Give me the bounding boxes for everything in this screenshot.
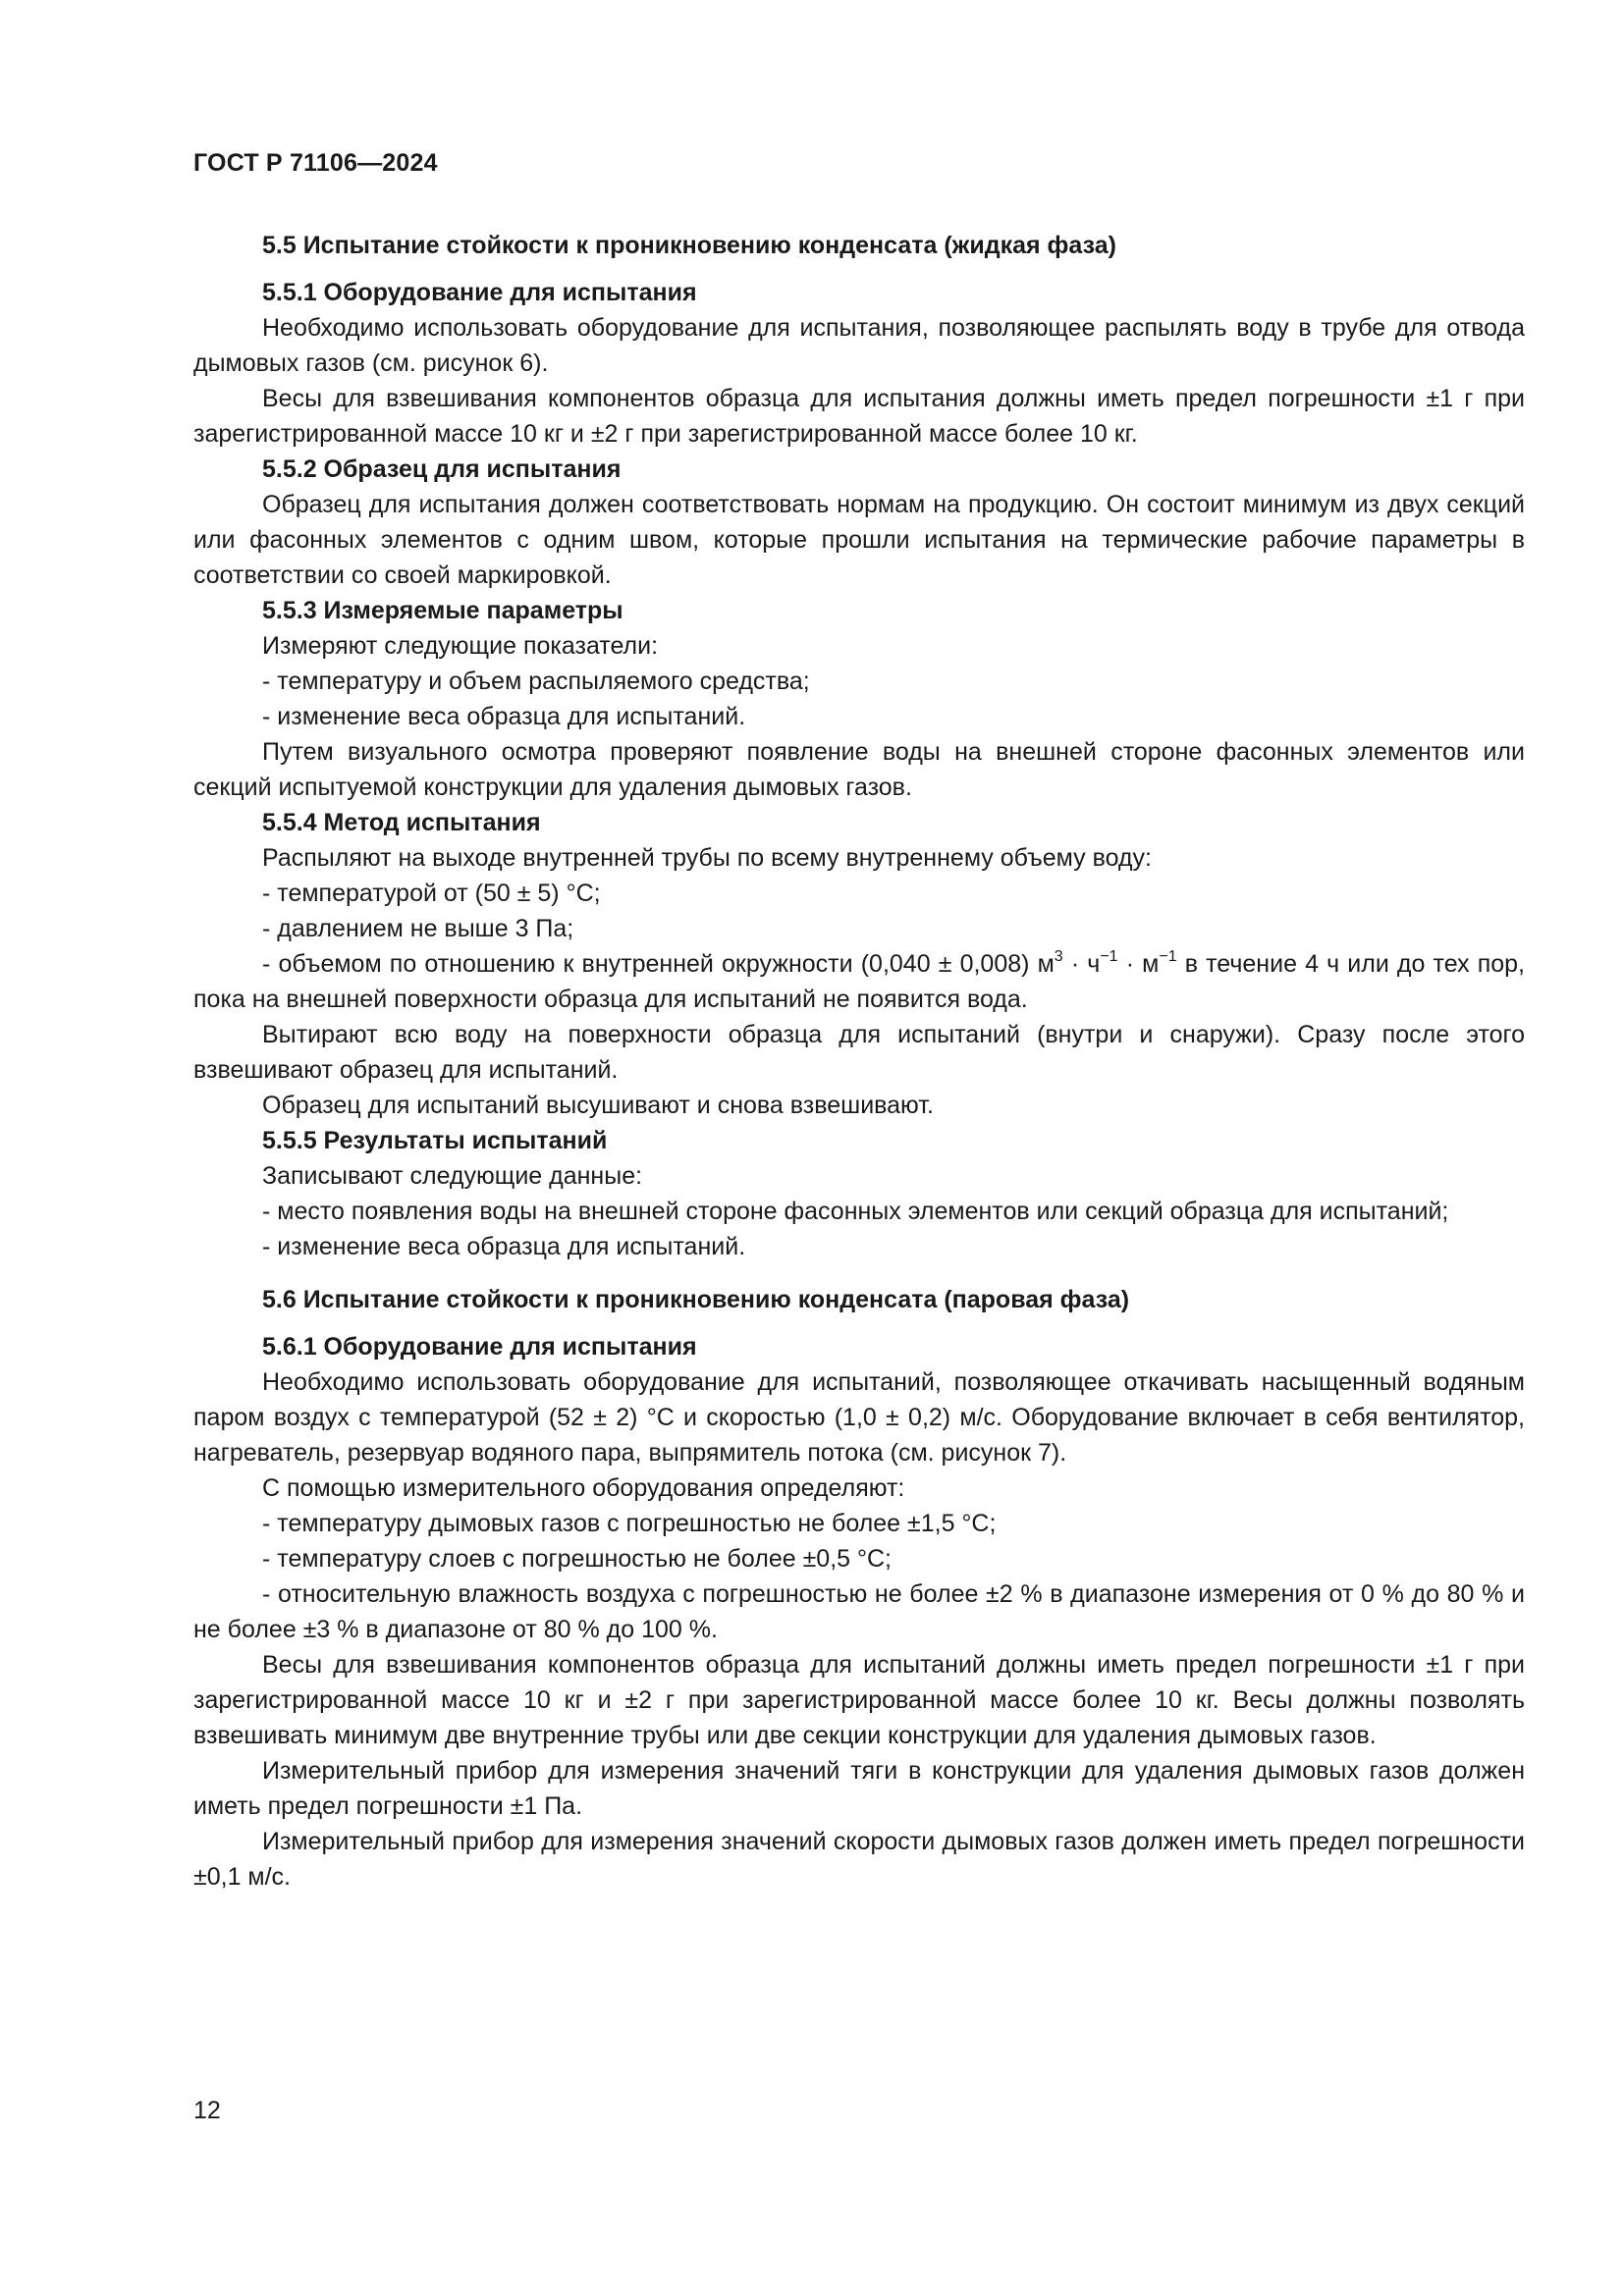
- superscript: 3: [1054, 947, 1063, 965]
- text-fragment: · ч: [1062, 950, 1101, 978]
- list-item: - температуру слоев с погрешностью не более ±0,5 °С;: [262, 1545, 892, 1573]
- section-5-5-5-title: 5.5.5 Результаты испытаний: [262, 1127, 608, 1154]
- section-5-5-title: 5.5 Испытание стойкости к проникновению конденсата (жидкая фаза): [262, 232, 1116, 259]
- section-5-5-4-title: 5.5.4 Метод испытания: [262, 809, 541, 836]
- section-5-6-title: 5.6 Испытание стойкости к проникновению конденсата (паровая фаза): [262, 1286, 1130, 1313]
- document-code-header: ГОСТ Р 71106—2024: [193, 149, 438, 177]
- paragraph: Измеряют следующие показатели:: [262, 632, 659, 660]
- paragraph: Образец для испытаний высушивают и снова взвешивают.: [262, 1092, 934, 1119]
- paragraph: Записывают следующие данные:: [262, 1162, 643, 1190]
- section-5-5-1-title: 5.5.1 Оборудование для испытания: [262, 279, 697, 306]
- paragraph: Необходимо использовать оборудование для испытания, позволяющее распылять воду в трубе для отвода дымовых газов (см. рисунок 6).: [193, 314, 1525, 377]
- list-item: - температурой от (50 ± 5) °С;: [262, 880, 601, 907]
- text-fragment: · м: [1117, 950, 1160, 978]
- paragraph: Весы для взвешивания компонентов образца для испытаний должны иметь предел погрешности ±1 г при зарегистрированной массе 10 кг и ±2 г при зарегистрированной массе более 10 кг. Весы должны позволять взвешивать минимум две внутренние трубы или две секции конструкции для удаления дымовых газов.: [193, 1651, 1525, 1749]
- superscript: −1: [1100, 947, 1118, 965]
- section-5-6-1-title: 5.6.1 Оборудование для испытания: [262, 1333, 697, 1361]
- paragraph: Измерительный прибор для измерения значений скорости дымовых газов должен иметь предел погрешности ±0,1 м/с.: [193, 1828, 1525, 1891]
- list-item: - температуру и объем распыляемого средства;: [262, 667, 810, 695]
- text-fragment: - объемом по отношению к внутренней окружности (0,040 ± 0,008) м: [262, 950, 1055, 978]
- document-body: [193, 228, 1525, 1895]
- paragraph: Путем визуального осмотра проверяют появление воды на внешней стороне фасонных элементов или секций испытуемой конструкции для удаления дымовых газов.: [193, 738, 1525, 801]
- section-5-5-3-title: 5.5.3 Измеряемые параметры: [262, 597, 623, 624]
- list-item: - изменение веса образца для испытаний.: [262, 1233, 746, 1260]
- text-fragment: в течение 4 ч или до тех пор, пока на внешней поверхности образца для испытаний не появится вода.: [193, 950, 1526, 1013]
- list-item: - место появления воды на внешней стороне фасонных элементов или секций образца для испытаний;: [262, 1198, 1449, 1225]
- list-item-volume: [193, 946, 1525, 1017]
- paragraph: Вытирают всю воду на поверхности образца для испытаний (внутри и снаружи). Сразу после этого взвешивают образец для испытаний.: [193, 1021, 1525, 1084]
- superscript: −1: [1159, 947, 1177, 965]
- paragraph: С помощью измерительного оборудования определяют:: [262, 1474, 905, 1502]
- list-item: - температуру дымовых газов с погрешностью не более ±1,5 °С;: [262, 1510, 997, 1537]
- paragraph: Необходимо использовать оборудование для испытаний, позволяющее откачивать насыщенный водяным паром воздух с температурой (52 ± 2) °С и скоростью (1,0 ± 0,2) м/с. Оборудование включает в себя вентилятор, нагреватель, резервуар водяного пара, выпрямитель потока (см. рисунок 7).: [193, 1368, 1525, 1467]
- list-item: - относительную влажность воздуха с погрешностью не более ±2 % в диапазоне измерения от 0 % до 80 % и не более ±3 % в диапазоне от 80 % до 100 %.: [193, 1580, 1525, 1643]
- paragraph: Распыляют на выходе внутренней трубы по всему внутреннему объему воду:: [262, 844, 1152, 872]
- page-number: 12: [193, 2097, 221, 2124]
- paragraph: Измерительный прибор для измерения значений тяги в конструкции для удаления дымовых газов должен иметь предел погрешности ±1 Па.: [193, 1757, 1525, 1820]
- section-5-5-2-title: 5.5.2 Образец для испытания: [262, 455, 622, 483]
- list-item: - изменение веса образца для испытаний.: [262, 703, 746, 730]
- paragraph: Весы для взвешивания компонентов образца для испытания должны иметь предел погрешности ±1 г при зарегистрированной массе 10 кг и ±2 г при зарегистрированной массе более 10 кг.: [193, 385, 1525, 448]
- list-item: - давлением не выше 3 Па;: [262, 915, 574, 942]
- paragraph: Образец для испытания должен соответствовать нормам на продукцию. Он состоит минимум из двух секций или фасонных элементов с одним швом, которые прошли испытания на термические рабочие параметры в соответствии со своей маркировкой.: [193, 491, 1525, 589]
